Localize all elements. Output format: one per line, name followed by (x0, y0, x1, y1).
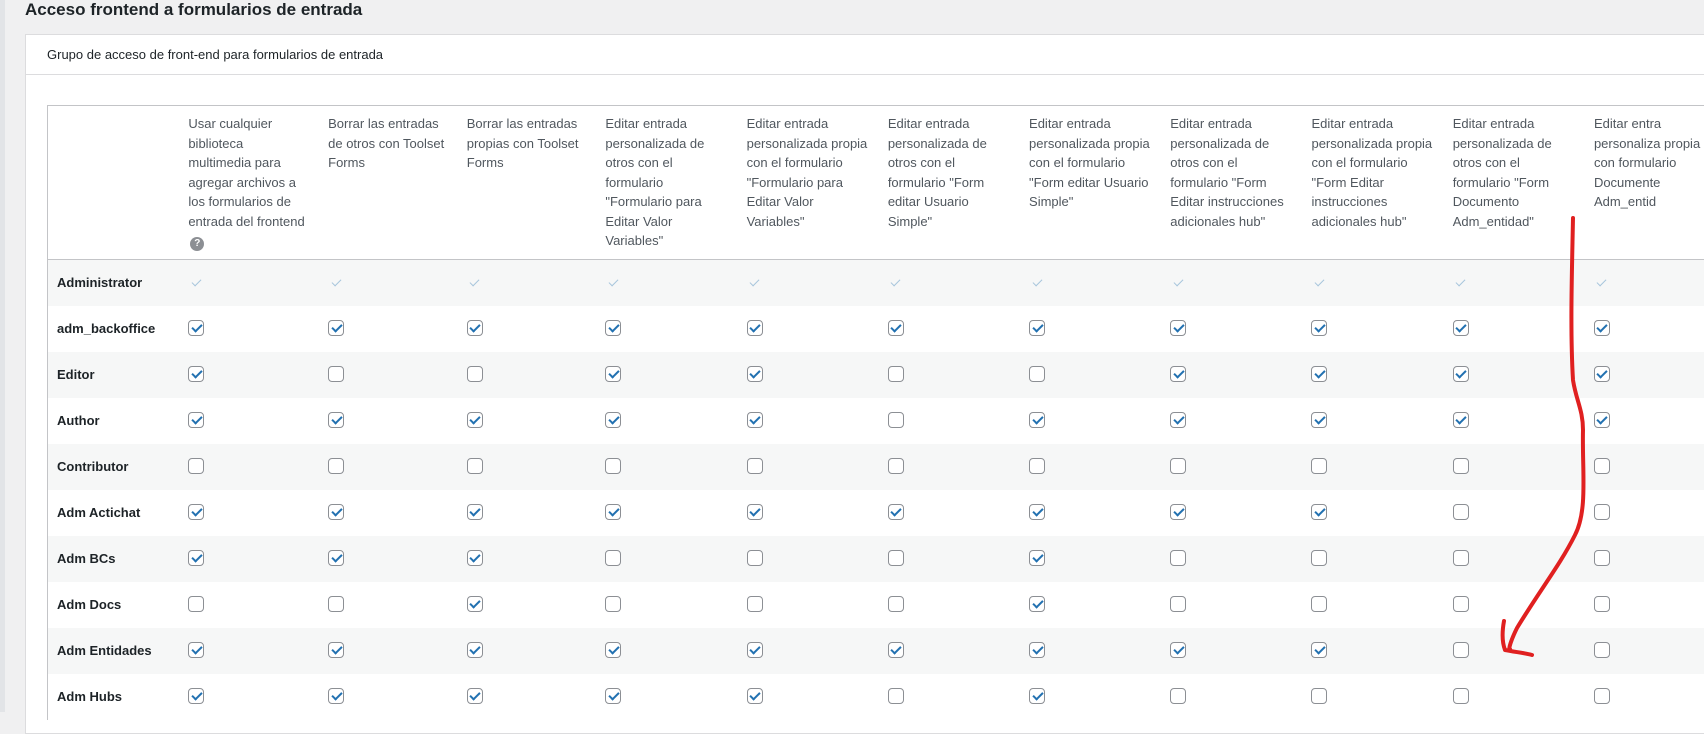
permission-cell (1301, 444, 1442, 490)
permission-cell (1019, 444, 1160, 490)
permission-cell (1584, 444, 1704, 490)
role-row (48, 306, 1704, 352)
permission-cell (1301, 260, 1442, 306)
permission-checkbox (747, 275, 763, 291)
permission-checkbox[interactable] (1453, 458, 1469, 474)
permission-checkbox (888, 275, 904, 291)
permission-cell (595, 352, 736, 398)
permission-cell (1301, 398, 1442, 444)
permission-cell (318, 628, 457, 674)
help-icon[interactable]: ? (190, 237, 204, 251)
permission-checkbox[interactable] (1029, 412, 1045, 428)
permission-cell (737, 306, 878, 352)
permission-cell (878, 306, 1019, 352)
permission-cell (318, 398, 457, 444)
permission-checkbox[interactable] (467, 320, 483, 336)
permission-checkbox[interactable] (1453, 688, 1469, 704)
role-name: Editor (48, 352, 179, 398)
capability-column-header (737, 106, 878, 260)
permission-checkbox[interactable] (888, 688, 904, 704)
permission-cell (737, 674, 878, 720)
permission-checkbox[interactable] (1029, 366, 1045, 382)
role-row (48, 490, 1704, 536)
role-row (48, 398, 1704, 444)
permission-cell (595, 306, 736, 352)
permission-checkbox[interactable] (1311, 504, 1327, 520)
role-row (48, 444, 1704, 490)
permission-cell (1584, 536, 1704, 582)
permission-checkbox[interactable] (188, 320, 204, 336)
permission-checkbox[interactable] (328, 550, 344, 566)
permission-cell (318, 444, 457, 490)
permission-checkbox[interactable] (1170, 366, 1186, 382)
role-row (48, 536, 1704, 582)
permission-checkbox[interactable] (605, 550, 621, 566)
permission-checkbox[interactable] (1170, 412, 1186, 428)
role-column-header (48, 106, 179, 260)
permission-checkbox[interactable] (1453, 320, 1469, 336)
permission-cell (1019, 352, 1160, 398)
panel-header: Grupo de acceso de front-end para formularios de entrada (26, 35, 1704, 75)
capability-column-header (457, 106, 596, 260)
permission-checkbox[interactable] (888, 366, 904, 382)
permission-checkbox (1029, 275, 1045, 291)
permission-cell (878, 352, 1019, 398)
permission-cell (1301, 306, 1442, 352)
role-name: adm_backoffice (48, 306, 179, 352)
permission-cell (1019, 260, 1160, 306)
permission-checkbox[interactable] (1029, 688, 1045, 704)
permission-checkbox[interactable] (747, 412, 763, 428)
permission-checkbox[interactable] (328, 366, 344, 382)
permission-cell (1443, 536, 1584, 582)
permission-checkbox[interactable] (888, 320, 904, 336)
permission-checkbox[interactable] (1453, 504, 1469, 520)
permission-checkbox[interactable] (605, 642, 621, 658)
permission-cell (1301, 628, 1442, 674)
permission-cell (457, 628, 596, 674)
permission-checkbox[interactable] (328, 320, 344, 336)
permission-checkbox[interactable] (1170, 596, 1186, 612)
permission-cell (457, 536, 596, 582)
role-row (48, 352, 1704, 398)
capability-column-header (318, 106, 457, 260)
capability-column-label: Editar entrada personalizada propia con el formulario "Form editar Usuario Simple" (1029, 116, 1150, 209)
permission-cell (178, 582, 318, 628)
permission-checkbox[interactable] (467, 458, 483, 474)
permission-checkbox[interactable] (1453, 412, 1469, 428)
permission-cell (178, 260, 318, 306)
capability-column-label: Borrar las entradas propias con Toolset Forms (467, 116, 579, 170)
permission-cell (1584, 582, 1704, 628)
role-name: Adm BCs (48, 536, 179, 582)
permission-checkbox[interactable] (888, 550, 904, 566)
permission-cell (318, 490, 457, 536)
permission-checkbox[interactable] (1594, 320, 1610, 336)
permission-cell (1019, 628, 1160, 674)
permission-cell (1160, 352, 1301, 398)
permission-cell (595, 628, 736, 674)
permission-checkbox[interactable] (888, 458, 904, 474)
permission-cell (178, 444, 318, 490)
capability-column-label: Editar entrada personalizada de otros con el formulario "Form Documento Adm_entidad" (1453, 116, 1552, 229)
permission-cell (1160, 398, 1301, 444)
access-table (47, 105, 1704, 720)
role-row (48, 674, 1704, 720)
permission-cell (595, 444, 736, 490)
permission-checkbox[interactable] (605, 596, 621, 612)
capability-column-label: Usar cualquier biblioteca multimedia para agregar archivos a los formularios de entrada del frontend (188, 116, 304, 229)
permission-cell (1160, 444, 1301, 490)
permission-cell (1443, 674, 1584, 720)
permission-cell (318, 674, 457, 720)
permission-checkbox[interactable] (1594, 642, 1610, 658)
permission-checkbox (1311, 275, 1327, 291)
permission-checkbox[interactable] (1453, 596, 1469, 612)
permission-checkbox (1453, 275, 1469, 291)
permission-cell (1019, 674, 1160, 720)
permission-checkbox[interactable] (1029, 504, 1045, 520)
permission-cell (1160, 490, 1301, 536)
permission-cell (737, 490, 878, 536)
permission-checkbox[interactable] (467, 550, 483, 566)
permission-checkbox[interactable] (1170, 458, 1186, 474)
permission-checkbox[interactable] (328, 458, 344, 474)
permission-checkbox (467, 275, 483, 291)
permission-checkbox[interactable] (605, 412, 621, 428)
capability-column-label: Editar entrada personalizada propia con el formulario "Form Editar instrucciones adicionales hub" (1311, 116, 1432, 229)
permission-cell (1160, 306, 1301, 352)
permission-cell (1584, 490, 1704, 536)
permission-cell (1443, 490, 1584, 536)
permission-cell (595, 536, 736, 582)
permission-checkbox[interactable] (188, 642, 204, 658)
permission-checkbox[interactable] (747, 320, 763, 336)
permission-checkbox[interactable] (467, 412, 483, 428)
permission-cell (737, 352, 878, 398)
permission-cell (1019, 398, 1160, 444)
permission-checkbox[interactable] (1311, 596, 1327, 612)
capability-column-header (1301, 106, 1442, 260)
permission-cell (737, 628, 878, 674)
permission-checkbox[interactable] (328, 596, 344, 612)
permission-cell (1584, 398, 1704, 444)
permission-checkbox[interactable] (1029, 458, 1045, 474)
permission-cell (595, 398, 736, 444)
permission-checkbox[interactable] (747, 596, 763, 612)
role-row (48, 628, 1704, 674)
role-name: Contributor (48, 444, 179, 490)
permission-cell (737, 398, 878, 444)
permission-cell (1160, 582, 1301, 628)
permission-checkbox[interactable] (605, 504, 621, 520)
permission-cell (595, 674, 736, 720)
capability-column-header (595, 106, 736, 260)
section-title: Acceso frontend a formularios de entrada (25, 0, 362, 20)
permission-cell (457, 352, 596, 398)
permission-checkbox[interactable] (1453, 366, 1469, 382)
permission-cell (878, 398, 1019, 444)
permission-cell (1301, 536, 1442, 582)
permission-checkbox[interactable] (188, 504, 204, 520)
permission-cell (1160, 628, 1301, 674)
permission-cell (318, 582, 457, 628)
permission-checkbox (605, 275, 621, 291)
permission-cell (1443, 444, 1584, 490)
permission-cell (178, 352, 318, 398)
permission-checkbox[interactable] (1311, 320, 1327, 336)
permission-cell (1584, 260, 1704, 306)
permission-cell (1019, 536, 1160, 582)
permission-checkbox[interactable] (188, 550, 204, 566)
permission-cell (457, 490, 596, 536)
permission-checkbox[interactable] (605, 320, 621, 336)
permission-cell (878, 536, 1019, 582)
permission-cell (318, 260, 457, 306)
capability-column-label: Editar entrada personalizada de otros con el formulario "Form editar Usuario Simple" (888, 116, 987, 229)
permission-cell (1301, 582, 1442, 628)
permission-checkbox[interactable] (1311, 458, 1327, 474)
permission-cell (1443, 306, 1584, 352)
permission-cell (1443, 398, 1584, 444)
permission-checkbox[interactable] (605, 366, 621, 382)
permission-checkbox[interactable] (467, 596, 483, 612)
permission-checkbox[interactable] (1170, 688, 1186, 704)
permission-checkbox[interactable] (1453, 642, 1469, 658)
permission-cell (178, 536, 318, 582)
permission-checkbox[interactable] (328, 504, 344, 520)
permission-checkbox[interactable] (605, 458, 621, 474)
permission-checkbox[interactable] (747, 458, 763, 474)
permission-checkbox[interactable] (1029, 550, 1045, 566)
permission-checkbox[interactable] (1594, 504, 1610, 520)
role-name: Administrator (48, 260, 179, 306)
table-header-row (48, 106, 1704, 260)
role-name: Adm Hubs (48, 674, 179, 720)
permission-cell (1584, 306, 1704, 352)
capability-column-header (178, 106, 318, 260)
permission-checkbox[interactable] (1029, 320, 1045, 336)
permission-cell (595, 582, 736, 628)
permission-checkbox[interactable] (747, 688, 763, 704)
capability-column-header (1584, 106, 1704, 260)
permission-cell (878, 674, 1019, 720)
permission-checkbox[interactable] (888, 504, 904, 520)
permission-checkbox[interactable] (188, 366, 204, 382)
permission-checkbox[interactable] (1029, 596, 1045, 612)
permission-cell (178, 306, 318, 352)
permission-checkbox[interactable] (1170, 550, 1186, 566)
permission-checkbox[interactable] (1594, 458, 1610, 474)
permission-cell (457, 398, 596, 444)
permission-checkbox[interactable] (1594, 688, 1610, 704)
capability-column-header (878, 106, 1019, 260)
permission-cell (878, 490, 1019, 536)
permission-checkbox[interactable] (1170, 642, 1186, 658)
role-row (48, 260, 1704, 306)
permission-checkbox[interactable] (188, 458, 204, 474)
permission-cell (878, 260, 1019, 306)
permission-cell (737, 444, 878, 490)
permission-cell (1584, 674, 1704, 720)
permission-cell (1019, 306, 1160, 352)
permission-checkbox[interactable] (1170, 320, 1186, 336)
permission-checkbox[interactable] (1594, 412, 1610, 428)
capability-column-header (1443, 106, 1584, 260)
permission-checkbox[interactable] (605, 688, 621, 704)
permission-cell (457, 582, 596, 628)
permission-cell (878, 582, 1019, 628)
permission-cell (1443, 352, 1584, 398)
permission-cell (737, 582, 878, 628)
permission-checkbox (188, 275, 204, 291)
permission-checkbox[interactable] (1311, 366, 1327, 382)
page-left-border (0, 0, 5, 712)
capability-column-label: Editar entrada personalizada de otros con el formulario "Form Editar instrucciones adicionales hub" (1170, 116, 1283, 229)
role-name: Adm Docs (48, 582, 179, 628)
permission-cell (737, 536, 878, 582)
permission-cell (595, 260, 736, 306)
capability-column-label: Editar entrada personalizada propia con el formulario "Formulario para Editar Valor Variables" (747, 116, 868, 229)
permission-cell (1443, 582, 1584, 628)
permission-cell (318, 306, 457, 352)
permission-checkbox (1594, 275, 1610, 291)
capability-column-header (1160, 106, 1301, 260)
permission-checkbox[interactable] (1170, 504, 1186, 520)
capability-column-header (1019, 106, 1160, 260)
permission-checkbox[interactable] (747, 504, 763, 520)
permission-cell (1160, 260, 1301, 306)
permission-cell (457, 260, 596, 306)
permission-cell (1019, 490, 1160, 536)
permission-cell (1301, 490, 1442, 536)
permission-cell (178, 398, 318, 444)
capability-column-label: Editar entra personaliza propia con formulario Documente Adm_entid (1594, 116, 1700, 209)
permission-cell (737, 260, 878, 306)
permission-cell (318, 352, 457, 398)
permission-checkbox[interactable] (188, 688, 204, 704)
permission-checkbox[interactable] (328, 412, 344, 428)
permission-cell (1301, 674, 1442, 720)
permission-cell (1160, 674, 1301, 720)
permission-cell (457, 306, 596, 352)
permission-checkbox[interactable] (1453, 550, 1469, 566)
permission-cell (457, 444, 596, 490)
permission-checkbox[interactable] (467, 688, 483, 704)
permission-cell (1019, 582, 1160, 628)
permission-checkbox (328, 275, 344, 291)
role-name: Adm Entidades (48, 628, 179, 674)
permission-checkbox[interactable] (1594, 366, 1610, 382)
permission-checkbox[interactable] (747, 366, 763, 382)
table-body (48, 260, 1704, 720)
permission-cell (1584, 628, 1704, 674)
permission-checkbox[interactable] (1029, 642, 1045, 658)
capability-column-label: Borrar las entradas de otros con Toolset Forms (328, 116, 444, 170)
permission-checkbox[interactable] (188, 412, 204, 428)
permission-cell (1443, 628, 1584, 674)
permission-cell (595, 490, 736, 536)
permission-cell (878, 628, 1019, 674)
permission-checkbox[interactable] (888, 642, 904, 658)
permission-checkbox[interactable] (328, 688, 344, 704)
permission-checkbox[interactable] (467, 504, 483, 520)
permission-cell (318, 536, 457, 582)
permission-checkbox (1170, 275, 1186, 291)
permission-checkbox[interactable] (1311, 550, 1327, 566)
permission-cell (457, 674, 596, 720)
permission-checkbox[interactable] (888, 412, 904, 428)
access-panel (25, 34, 1704, 734)
permission-cell (178, 674, 318, 720)
permission-cell (1160, 536, 1301, 582)
permission-checkbox[interactable] (1311, 688, 1327, 704)
role-name: Author (48, 398, 179, 444)
permission-checkbox[interactable] (1594, 596, 1610, 612)
permission-cell (178, 628, 318, 674)
permission-cell (1301, 352, 1442, 398)
permission-checkbox[interactable] (747, 550, 763, 566)
permission-checkbox[interactable] (1594, 550, 1610, 566)
permission-checkbox[interactable] (1311, 412, 1327, 428)
permission-checkbox[interactable] (188, 596, 204, 612)
permission-checkbox[interactable] (467, 366, 483, 382)
permission-cell (1584, 352, 1704, 398)
capability-column-label: Editar entrada personalizada de otros con el formulario "Formulario para Editar Valor Variables" (605, 116, 704, 248)
permission-cell (878, 444, 1019, 490)
role-name: Adm Actichat (48, 490, 179, 536)
permission-cell (178, 490, 318, 536)
permission-checkbox[interactable] (747, 642, 763, 658)
role-row (48, 582, 1704, 628)
permission-checkbox[interactable] (1311, 642, 1327, 658)
permission-cell (1443, 260, 1584, 306)
permission-checkbox[interactable] (467, 642, 483, 658)
permission-checkbox[interactable] (888, 596, 904, 612)
permission-checkbox[interactable] (328, 642, 344, 658)
access-table-wrapper (47, 105, 1704, 720)
